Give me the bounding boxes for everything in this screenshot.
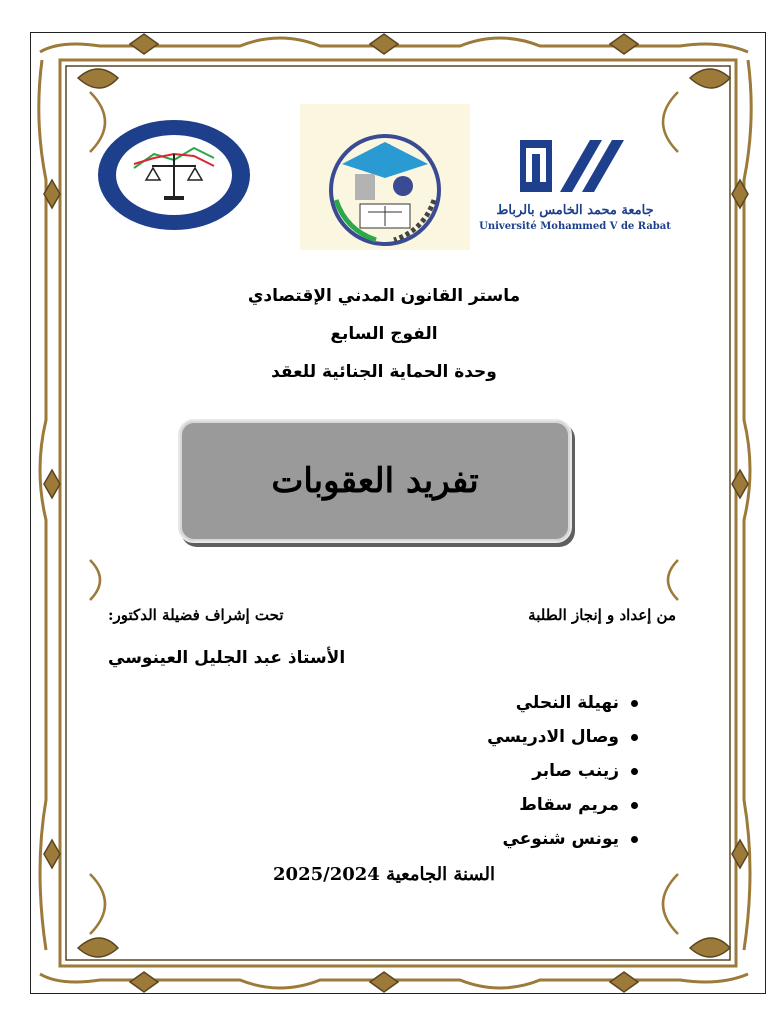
program-name: ماستر القانون المدني الإقتصادي (247, 286, 521, 306)
faculty-logo (96, 118, 252, 232)
title-box (178, 419, 572, 543)
students-list (487, 686, 638, 856)
bullet-icon (631, 836, 638, 843)
student-name: يونس شنوعي (502, 829, 619, 849)
master-logo (300, 104, 470, 250)
list-item (487, 754, 638, 788)
student-name: مريم سقاط (519, 795, 619, 815)
academic-year: السنة الجامعية 2025/2024 (273, 864, 495, 885)
supervisor-name: الأستاذ عبد الجليل العينوسي (108, 648, 346, 668)
student-name: وصال الادريسي (487, 727, 619, 747)
student-name: نهيلة النحلي (515, 693, 619, 713)
bullet-icon (631, 700, 638, 707)
university-name-fr: Université Mohammed V de Rabat (479, 221, 671, 232)
bullet-icon (631, 734, 638, 741)
university-logo (478, 136, 672, 236)
list-item (487, 686, 638, 720)
cohort-label: الفوج السابع (330, 324, 438, 344)
bullet-icon (631, 802, 638, 809)
students-heading: من إعداد و إنجاز الطلبة (528, 606, 676, 624)
student-name: زينب صابر (532, 761, 619, 781)
supervisor-heading: تحت إشراف فضيلة الدكتور: (108, 606, 284, 624)
university-emblem (478, 136, 672, 198)
list-item (487, 720, 638, 754)
list-item (487, 822, 638, 856)
document-title: تفريد العقوبات (271, 461, 479, 501)
module-name: وحدة الحماية الجنائية للعقد (271, 362, 497, 382)
list-item (487, 788, 638, 822)
university-name-ar: جامعة محمد الخامس بالرباط (496, 203, 654, 218)
bullet-icon (631, 768, 638, 775)
